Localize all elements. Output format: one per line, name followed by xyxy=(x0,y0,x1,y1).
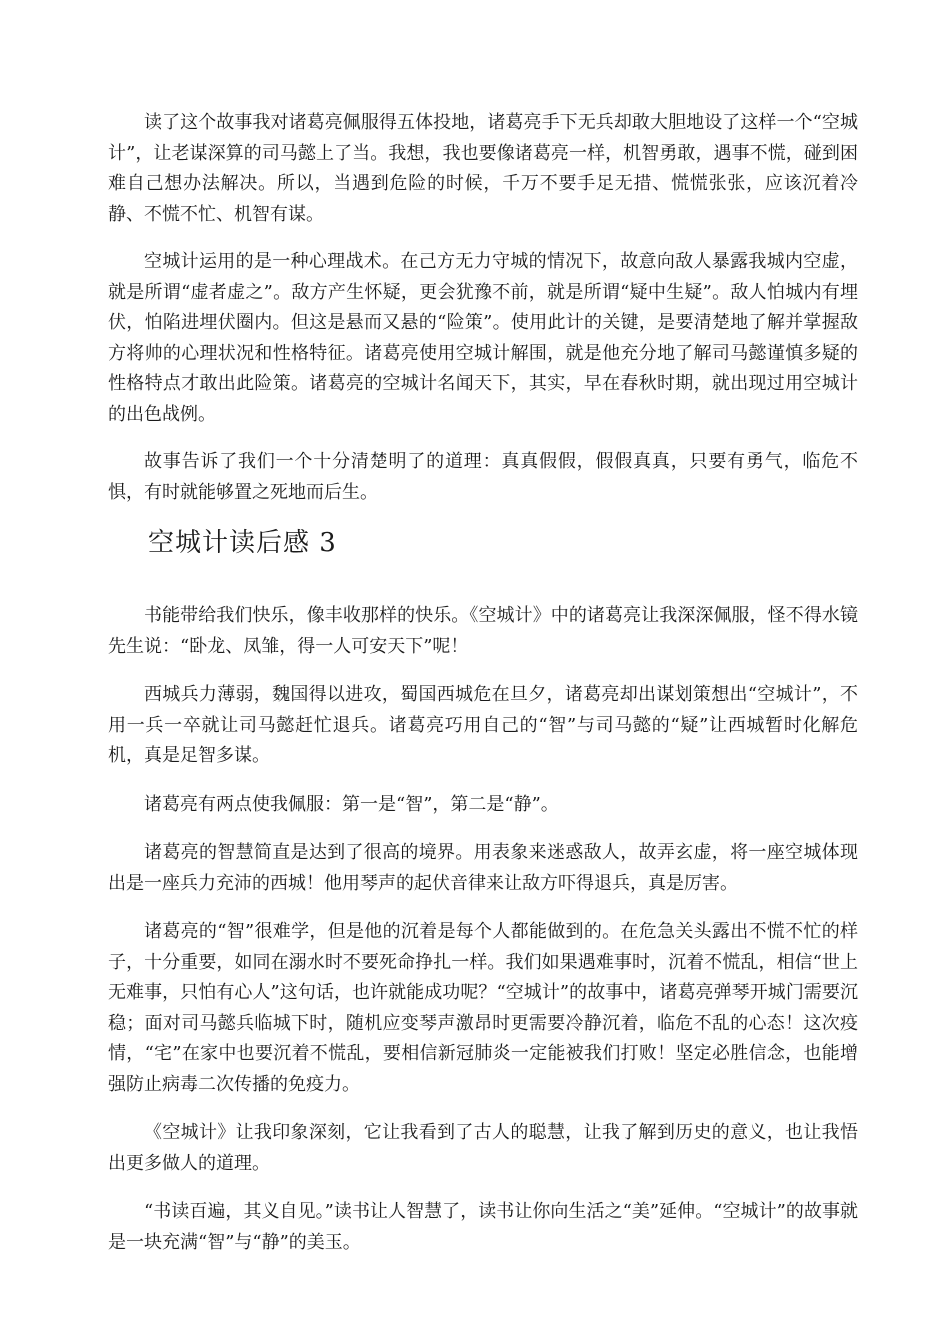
paragraph: 西城兵力薄弱，魏国得以进攻，蜀国西城危在旦夕，诸葛亮却出谋划策想出“空城计”，不用一兵一卒就让司马懿赶忙退兵。诸葛亮巧用自己的“智”与司马懿的“疑”让西城暂时化解危机，真是足智多谋。 xyxy=(108,684,858,766)
essay-3-body xyxy=(108,601,858,1258)
paragraph: 诸葛亮的“智”很难学，但是他的沉着是每个人都能做到的。在危急关头露出不慌不忙的样子，十分重要，如同在溺水时不要死命挣扎一样。我们如果遇难事时，沉着不慌乱，相信“世上无难事，只怕有心人”这句话，也许就能成功呢？“空城计”的故事中，诸葛亮弹琴开城门需要沉稳；面对司马懿兵临城下时，随机应变琴声激昂时更需要冷静沉着，临危不乱的心态！这次疫情，“宅”在家中也要沉着不慌乱，要相信新冠肺炎一定能被我们打败！坚定必胜信念，也能增强防止病毒二次传播的免疫力。 xyxy=(108,921,858,1095)
document-page xyxy=(108,108,858,1276)
paragraph: 故事告诉了我们一个十分清楚明了的道理：真真假假，假假真真，只要有勇气，临危不惧，有时就能够置之死地而后生。 xyxy=(108,451,858,503)
paragraph: “书读百遍，其义自见。”读书让人智慧了，读书让你向生活之“美”延伸。“空城计”的故事就是一块充满“智”与“静”的美玉。 xyxy=(108,1201,858,1253)
paragraph: 《空城计》让我印象深刻，它让我看到了古人的聪慧，让我了解到历史的意义，也让我悟出更多做人的道理。 xyxy=(108,1122,858,1174)
paragraph: 诸葛亮的智慧简直是达到了很高的境界。用表象来迷惑敌人，故弄玄虚，将一座空城体现出是一座兵力充沛的西城！他用琴声的起伏音律来让敌方吓得退兵，真是厉害。 xyxy=(108,842,858,894)
paragraph: 书能带给我们快乐，像丰收那样的快乐。《空城计》中的诸葛亮让我深深佩服，怪不得水镜先生说：“卧龙、凤雏，得一人可安天下”呢！ xyxy=(108,605,858,657)
paragraph: 读了这个故事我对诸葛亮佩服得五体投地，诸葛亮手下无兵却敢大胆地设了这样一个“空城计”，让老谋深算的司马懿上了当。我想，我也要像诸葛亮一样，机智勇敢，遇事不慌，碰到困难自己想办法解决。所以，当遇到危险的时候，千万不要手足无措、慌慌张张，应该沉着冷静、不慌不忙、机智有谋。 xyxy=(108,112,858,225)
paragraph: 空城计运用的是一种心理战术。在己方无力守城的情况下，故意向敌人暴露我城内空虚，就是所谓“虚者虚之”。敌方产生怀疑，更会犹豫不前，就是所谓“疑中生疑”。敌人怕城内有埋伏，怕陷进埋伏圈内。但这是悬而又悬的“险策”。使用此计的关键，是要清楚地了解并掌握敌方将帅的心理状况和性格特征。诸葛亮使用空城计解围，就是他充分地了解司马懿谨慎多疑的性格特点才敢出此险策。诸葛亮的空城计名闻天下，其实，早在春秋时期，就出现过用空城计的出色战例。 xyxy=(108,251,858,425)
essay-2-tail xyxy=(108,108,858,508)
section-title: 空城计读后感 3 xyxy=(148,528,337,558)
paragraph: 诸葛亮有两点使我佩服：第一是“智”，第二是“静”。 xyxy=(144,793,559,815)
